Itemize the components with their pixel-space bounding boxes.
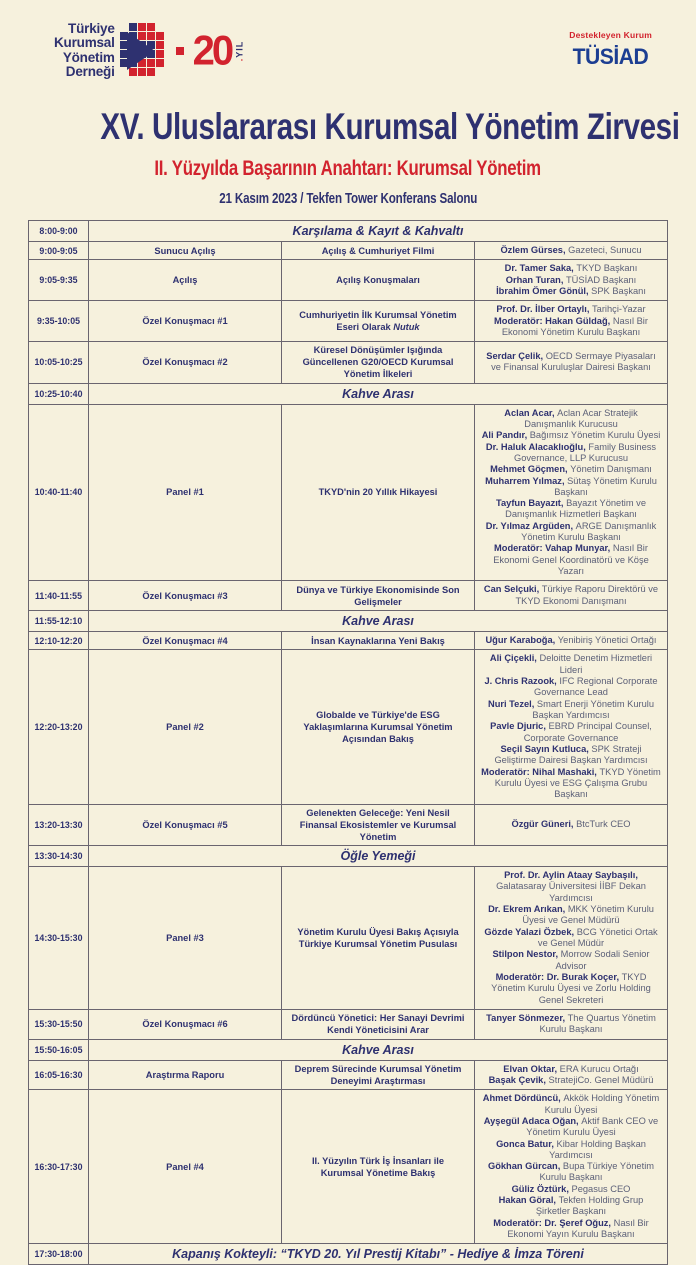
table-row <box>29 260 668 301</box>
speaker-line: Tanyer Sönmezer, The Quartus Yönetim Kurulu Başkanı <box>486 1012 656 1035</box>
mosaic-square <box>165 41 173 49</box>
mosaic-square <box>147 23 155 31</box>
speaker-line: Elvan Oktar, ERA Kurucu Ortağı <box>503 1063 639 1074</box>
speaker-line: Seçil Sayın Kutluca, SPK Strateji Geliştirme Dairesi Başkan Yardımcısı <box>494 744 648 766</box>
speaker-line: Ahmet Dördüncü, Akkök Holding Yönetim Kurulu Üyesi <box>482 1093 660 1115</box>
tusiad-logo: TÜSİAD <box>572 44 649 69</box>
topic-cell: Dünya ve Türkiye Ekonomisinde Son Gelişmeler <box>282 581 475 611</box>
speakers-cell <box>475 804 668 845</box>
session-type-cell: Panel #3 <box>89 866 282 1009</box>
mosaic-square <box>138 23 146 31</box>
session-type-cell: Panel #2 <box>89 650 282 804</box>
20th-year-mark <box>192 27 250 74</box>
speakers-cell <box>475 404 668 581</box>
topic-cell: Gelenekten Geleceğe: Yeni Nesil Finansal Ekosistemler ve Kurumsal Yönetim <box>282 804 475 845</box>
topic-cell: Dördüncü Yönetici: Her Sanayi Devrimi Kendi Yöneticisini Arar <box>282 1009 475 1039</box>
table-row <box>29 221 668 242</box>
mosaic-square <box>129 23 137 31</box>
topic-cell: Deprem Sürecinde Kurumsal Yönetim Deneyimi Araştırması <box>282 1060 475 1090</box>
table-row <box>29 866 668 1009</box>
mosaic-square <box>156 50 164 58</box>
table-row <box>29 383 668 404</box>
speaker-line: Güliz Öztürk, Pegasus CEO <box>511 1183 631 1194</box>
mosaic-square <box>156 32 164 40</box>
speakers-cell <box>475 581 668 611</box>
speaker-line: Ali Pandır, Bağımsız Yönetim Kurulu Üyesi <box>481 430 661 441</box>
date-venue: 21 Kasım 2023 / Tekfen Tower Konferans Salonu <box>219 191 477 207</box>
speaker-line: Gonca Batur, Kibar Holding Başkan Yardımcısı <box>496 1138 646 1160</box>
session-type-cell: Özel Konuşmacı #3 <box>89 581 282 611</box>
mosaic-square <box>165 50 173 58</box>
session-type-cell: Özel Konuşmacı #5 <box>89 804 282 845</box>
time-cell: 10:05-10:25 <box>29 342 89 383</box>
time-cell: 9:00-9:05 <box>29 242 89 260</box>
table-row <box>29 1060 668 1090</box>
detached-square-icon <box>176 47 184 55</box>
speaker-line: Moderatör: Hakan Güldağ, Nasıl Bir Ekonomi Yönetim Kurulu Başkanı <box>494 315 648 337</box>
table-row <box>29 1244 668 1265</box>
mosaic-square <box>156 41 164 49</box>
speaker-line: Orhan Turan, TÜSİAD Başkanı <box>505 274 637 285</box>
speakers-cell <box>475 260 668 301</box>
session-type-cell: Sunucu Açılış <box>89 242 282 260</box>
speaker-line: Aclan Acar, Aclan Acar Stratejik Danışmanlık Kurucusu <box>504 407 638 429</box>
time-cell: 15:30-15:50 <box>29 1009 89 1039</box>
speakers-cell <box>475 1090 668 1244</box>
speaker-line: Stilpon Nestor, Morrow Sodali Senior Advisor <box>492 949 650 971</box>
time-cell: 16:30-17:30 <box>29 1090 89 1244</box>
speakers-cell <box>475 1060 668 1090</box>
speakers-cell <box>475 866 668 1009</box>
table-row <box>29 804 668 845</box>
speakers-cell <box>475 242 668 260</box>
session-type-cell: Açılış <box>89 260 282 301</box>
speaker-line: Prof. Dr. Aylin Ataay Saybaşılı, Galatasaray Üniversitesi İİBF Dekan Yardımcısı <box>496 869 646 903</box>
org-name-line: Derneği <box>65 64 115 80</box>
org-name-line: Yönetim <box>62 49 115 65</box>
speakers-cell <box>475 650 668 804</box>
supporter-label: Destekleyen Kurum <box>569 30 652 40</box>
time-cell: 13:30-14:30 <box>29 845 89 866</box>
session-type-cell: Araştırma Raporu <box>89 1060 282 1090</box>
tkyd-mosaic-squares-arrow-icon <box>120 23 186 79</box>
speakers-cell <box>475 301 668 342</box>
session-type-cell: Özel Konuşmacı #1 <box>89 301 282 342</box>
speaker-line: Hakan Göral, Tekfen Holding Grup Şirketler Başkanı <box>498 1195 644 1217</box>
section-break-cell: Karşılama & Kayıt & Kahvaltı <box>89 221 668 242</box>
speakers-cell <box>475 342 668 383</box>
topic-cell: Globalde ve Türkiye'de ESG Yaklaşımlarına Kurumsal Yönetim Açısından Bakış <box>282 650 475 804</box>
topic-cell: İnsan Kaynaklarına Yeni Bakış <box>282 632 475 650</box>
session-type-cell: Panel #4 <box>89 1090 282 1244</box>
anniversary-number: 20 <box>192 27 232 74</box>
topic-cell: Açılış Konuşmaları <box>282 260 475 301</box>
topic-cell: Açılış & Cumhuriyet Filmi <box>282 242 475 260</box>
table-row <box>29 342 668 383</box>
table-row <box>29 301 668 342</box>
mosaic-square <box>120 23 128 31</box>
mosaic-square <box>156 59 164 67</box>
topic-cell: Yönetim Kurulu Üyesi Bakış Açısıyla Türkiye Kurumsal Yönetim Pusulası <box>282 866 475 1009</box>
speaker-line: Can Selçuki, Türkiye Raporu Direktörü ve TKYD Ekonomi Danışmanı <box>483 584 659 606</box>
table-row <box>29 1009 668 1039</box>
speaker-line: Başak Çevik, StratejiCo. Genel Müdürü <box>488 1074 654 1085</box>
time-cell: 14:30-15:30 <box>29 866 89 1009</box>
table-row <box>29 404 668 581</box>
table-row <box>29 242 668 260</box>
speaker-line: Dr. Yılmaz Argüden, ARGE Danışmanlık Yönetim Kurulu Başkanı <box>485 520 657 543</box>
table-row <box>29 650 668 804</box>
topic-cell: Küresel Dönüşümler Işığında Güncellenen G20/OECD Kurumsal Yönetim İlkeleri <box>282 342 475 383</box>
mosaic-square <box>165 68 173 76</box>
speaker-line: Uğur Karaboğa, Yenibiriş Yönetici Ortağı <box>485 635 657 646</box>
time-cell: 12:10-12:20 <box>29 632 89 650</box>
topic-cell: TKYD'nin 20 Yıllık Hikayesi <box>282 404 475 581</box>
topic-cell: Cumhuriyetin İlk Kurumsal Yönetim Eseri Olarak Nutuk <box>282 301 475 342</box>
mosaic-square <box>165 32 173 40</box>
time-cell: 10:25-10:40 <box>29 383 89 404</box>
table-row <box>29 1039 668 1060</box>
speaker-line: Mehmet Göçmen, Yönetim Danışmanı <box>490 464 652 475</box>
session-type-cell: Özel Konuşmacı #6 <box>89 1009 282 1039</box>
speaker-line: Muharrem Yılmaz, Sütaş Yönetim Kurulu Başkanı <box>485 475 657 497</box>
topic-cell: II. Yüzyılın Türk İş İnsanları ile Kurumsal Yönetime Bakış <box>282 1090 475 1244</box>
table-row <box>29 1090 668 1244</box>
table-row <box>29 581 668 611</box>
speaker-line: Ali Çiçekli, Deloitte Denetim Hizmetleri Lideri <box>489 653 653 675</box>
speaker-line: Özgür Güneri, BtcTurk CEO <box>511 819 631 830</box>
anniversary-suffix: .YIL <box>234 40 245 62</box>
arrow-right-icon <box>127 32 155 70</box>
schedule-table <box>28 220 668 1265</box>
mosaic-square <box>156 68 164 76</box>
org-name-line: Kurumsal <box>54 35 115 51</box>
mosaic-square <box>165 23 173 31</box>
section-break-cell: Kahve Arası <box>89 383 668 404</box>
speaker-line: Pavle Djuric, EBRD Principal Counsel, Corporate Governance <box>490 721 652 743</box>
section-break-cell: Öğle Yemeği <box>89 845 668 866</box>
speaker-line: Serdar Çelik, OECD Sermaye Piyasaları ve Finansal Kuruluşlar Dairesi Başkanı <box>486 351 656 373</box>
page-title: XV. Uluslararası Kurumsal Yönetim Zirvesi <box>100 106 680 147</box>
speaker-line: Gökhan Gürcan, Bupa Türkiye Yönetim Kurulu Başkanı <box>487 1161 655 1183</box>
time-cell: 9:35-10:05 <box>29 301 89 342</box>
speaker-line: Gözde Yalazi Özbek, BCG Yönetici Ortak ve Genel Müdür <box>484 926 658 948</box>
speaker-line: Moderatör: Nihal Mashaki, TKYD Yönetim Kurulu Üyesi ve ESG Çalışma Grubu Başkanı <box>481 766 661 800</box>
speaker-line: İbrahim Ömer Gönül, SPK Başkanı <box>496 285 646 296</box>
session-type-cell: Panel #1 <box>89 404 282 581</box>
time-cell: 11:40-11:55 <box>29 581 89 611</box>
page-subtitle: II. Yüzyılda Başarının Anahtarı: Kurumsal Yönetim <box>154 157 542 180</box>
time-cell: 9:05-9:35 <box>29 260 89 301</box>
time-cell: 16:05-16:30 <box>29 1060 89 1090</box>
page-header <box>28 16 668 100</box>
schedule-body <box>29 221 668 1265</box>
speaker-line: Moderatör: Vahap Munyar, Nasıl Bir Ekonomi Genel Koordinatörü ve Köşe Yazarı <box>493 543 649 577</box>
speaker-line: Tayfun Bayazıt, Bayazıt Yönetim ve Danışmanlık Hizmetleri Başkanı <box>495 498 647 520</box>
time-cell: 12:20-13:20 <box>29 650 89 804</box>
time-cell: 13:20-13:30 <box>29 804 89 845</box>
mosaic-square <box>165 59 173 67</box>
speaker-line: Dr. Haluk Alacaklıoğlu, Family Business Governance, LLP Kurucusu <box>485 441 657 463</box>
session-type-cell: Özel Konuşmacı #2 <box>89 342 282 383</box>
speakers-cell <box>475 632 668 650</box>
speaker-line: Moderatör: Dr. Şeref Oğuz, Nasıl Bir Ekonomi Yayın Kurulu Başkanı <box>493 1217 649 1240</box>
section-break-cell: Kapanış Kokteyli: “TKYD 20. Yıl Prestij Kitabı” - Hediye & İmza Töreni <box>89 1244 668 1265</box>
mosaic-square <box>156 23 164 31</box>
speaker-line: Prof. Dr. İlber Ortaylı, Tarihçi-Yazar <box>496 304 646 315</box>
table-row <box>29 611 668 632</box>
supporter-block <box>569 30 652 70</box>
section-break-cell: Kahve Arası <box>89 1039 668 1060</box>
tkyd-logo <box>54 22 250 80</box>
speaker-line: Ayşegül Adaca Oğan, Aktif Bank CEO ve Yönetim Kurulu Üyesi <box>483 1115 659 1138</box>
section-break-cell: Kahve Arası <box>89 611 668 632</box>
speaker-line: Özlem Gürses, Gazeteci, Sunucu <box>500 245 642 255</box>
table-row <box>29 632 668 650</box>
speaker-line: Dr. Ekrem Arıkan, MKK Yönetim Kurulu Üyesi ve Genel Müdürü <box>488 903 654 926</box>
speaker-line: Nuri Tezel, Smart Enerji Yönetim Kurulu Başkan Yardımcısı <box>487 698 655 721</box>
org-name-line: Türkiye <box>68 21 115 36</box>
time-cell: 17:30-18:00 <box>29 1244 89 1265</box>
time-cell: 8:00-9:00 <box>29 221 89 242</box>
time-cell: 10:40-11:40 <box>29 404 89 581</box>
speakers-cell <box>475 1009 668 1039</box>
speaker-line: J. Chris Razook, IFC Regional Corporate Governance Lead <box>484 676 658 698</box>
table-row <box>29 845 668 866</box>
time-cell: 15:50-16:05 <box>29 1039 89 1060</box>
org-name <box>54 22 115 80</box>
time-cell: 11:55-12:10 <box>29 611 89 632</box>
session-type-cell: Özel Konuşmacı #4 <box>89 632 282 650</box>
speaker-line: Moderatör: Dr. Burak Koçer, TKYD Yönetim Kurulu Üyesi ve Zorlu Holding Genel Sekreteri <box>491 971 651 1005</box>
speaker-line: Dr. Tamer Saka, TKYD Başkanı <box>504 263 638 274</box>
